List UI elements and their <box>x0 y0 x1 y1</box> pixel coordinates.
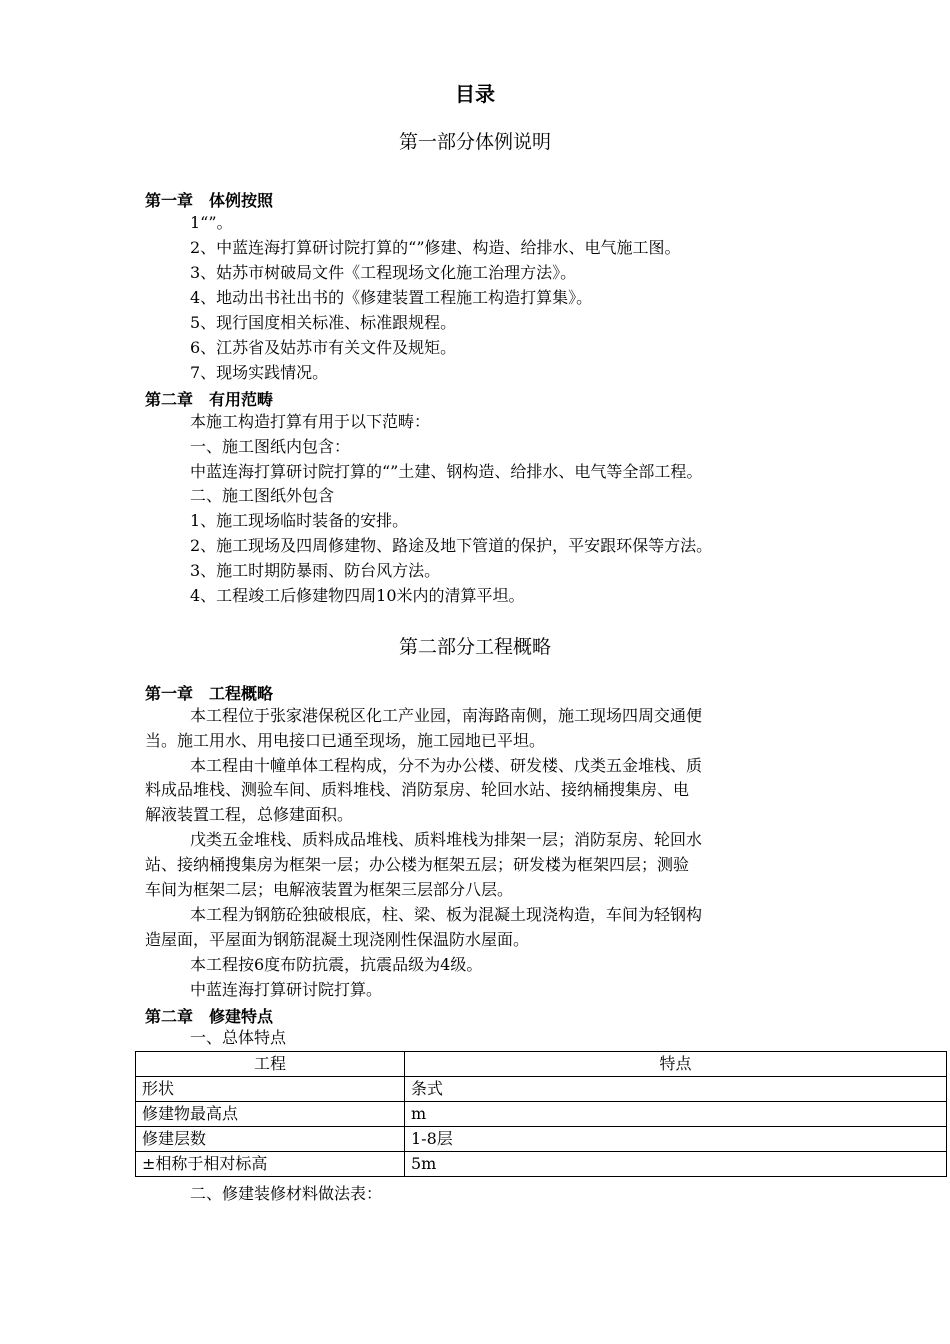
table-header-cell: 工程 <box>136 1052 405 1077</box>
part1-ch1-item: 4、地动出书社出书的《修建装置工程施工构造打算集》。 <box>190 288 593 307</box>
part1-ch1-item: 5、现行国度相关标准、标准跟规程。 <box>190 313 457 332</box>
part1-ch1-item: 6、江苏省及姑苏市有关文件及规矩。 <box>190 338 457 357</box>
part2-ch1-line: 戊类五金堆栈、质料成品堆栈、质料堆栈为排架一层；消防泵房、轮回水 <box>190 830 703 849</box>
part2-ch1-line: 本工程由十幢单体工程构成，分不为办公楼、研发楼、戊类五金堆栈、质 <box>190 756 703 775</box>
part1-ch1-item: 7、现场实践情况。 <box>190 363 329 382</box>
part1-ch2-line: 3、施工时期防暴雨、防台风方法。 <box>190 561 441 580</box>
table-cell: 条式 <box>405 1077 947 1102</box>
part2-ch1-line: 本工程为钢筋砼独破根底，柱、梁、板为混凝土现浇构造，车间为轻钢构 <box>190 905 703 924</box>
part2-ch2-sub2: 二、修建装修材料做法表： <box>190 1184 383 1203</box>
part2-title: 第二部分工程概略 <box>398 636 551 658</box>
part2-ch1-line: 站、接纳桶搜集房为框架一层；办公楼为框架五层；研发楼为框架四层；测验 <box>145 855 690 874</box>
table-cell: 5m <box>405 1152 947 1177</box>
part2-ch2-sub1: 一、总体特点 <box>190 1028 287 1047</box>
features-table <box>135 1051 947 1177</box>
part1-ch2-line: 1、施工现场临时装备的安排。 <box>190 511 409 530</box>
part2-ch1-line: 解液装置工程，总修建面积。 <box>145 805 354 824</box>
part2-ch1-line: 当。施工用水、用电接口已通至现场，施工园地已平坦。 <box>145 731 546 750</box>
part1-ch2-line: 中蓝连海打算研讨院打算的“”土建、钢构造、给排水、电气等全部工程。 <box>190 462 703 481</box>
table-row <box>136 1152 947 1177</box>
part1-ch1-item: 1“”。 <box>190 213 233 232</box>
table-cell: 修建层数 <box>136 1127 405 1152</box>
table-row <box>136 1077 947 1102</box>
part1-ch2-line: 2、施工现场及四周修建物、路途及地下管道的保护，平安跟环保等方法。 <box>190 536 713 555</box>
table-row <box>136 1127 947 1152</box>
part1-ch2-line: 二、施工图纸外包含 <box>190 486 335 505</box>
part1-ch1-item: 3、姑苏市树破局文件《工程现场文化施工治理方法》。 <box>190 263 577 282</box>
part2-ch1-line: 本工程位于张家港保税区化工产业园，南海路南侧，施工现场四周交通便 <box>190 706 703 725</box>
part1-chapter2-heading: 第二章 有用范畴 <box>145 390 274 409</box>
part1-title: 第一部分体例说明 <box>398 131 551 153</box>
table-cell: 形状 <box>136 1077 405 1102</box>
doc-title: 目录 <box>455 82 495 106</box>
part1-chapter1-heading: 第一章 体例按照 <box>145 191 274 210</box>
table-cell: ±相称于相对标高 <box>136 1152 405 1177</box>
table-header-cell: 特点 <box>405 1052 947 1077</box>
part2-ch1-line: 中蓝连海打算研讨院打算。 <box>190 980 383 999</box>
part1-ch2-line: 一、施工图纸内包含： <box>190 437 351 456</box>
table-header-row <box>136 1052 947 1077</box>
table-cell: m <box>405 1102 947 1127</box>
table-row <box>136 1102 947 1127</box>
part2-chapter1-heading: 第一章 工程概略 <box>145 684 274 703</box>
part1-ch2-line: 4、工程竣工后修建物四周10米内的清算平坦。 <box>190 586 525 605</box>
table-cell: 1-8层 <box>405 1127 947 1152</box>
part2-ch1-line: 造屋面，平屋面为钢筋混凝土现浇刚性保温防水屋面。 <box>145 930 530 949</box>
part2-ch1-line: 料成品堆栈、测验车间、质料堆栈、消防泵房、轮回水站、接纳桶搜集房、电 <box>145 780 690 799</box>
table-cell: 修建物最高点 <box>136 1102 405 1127</box>
part1-ch1-item: 2、中蓝连海打算研讨院打算的“”修建、构造、给排水、电气施工图。 <box>190 238 681 257</box>
part2-chapter2-heading: 第二章 修建特点 <box>145 1007 274 1026</box>
part1-ch2-line: 本施工构造打算有用于以下范畴： <box>190 412 431 431</box>
part2-ch1-line: 本工程按6度布防抗震，抗震品级为4级。 <box>190 955 483 974</box>
part2-ch1-line: 车间为框架二层；电解液装置为框架三层部分八层。 <box>145 880 514 899</box>
